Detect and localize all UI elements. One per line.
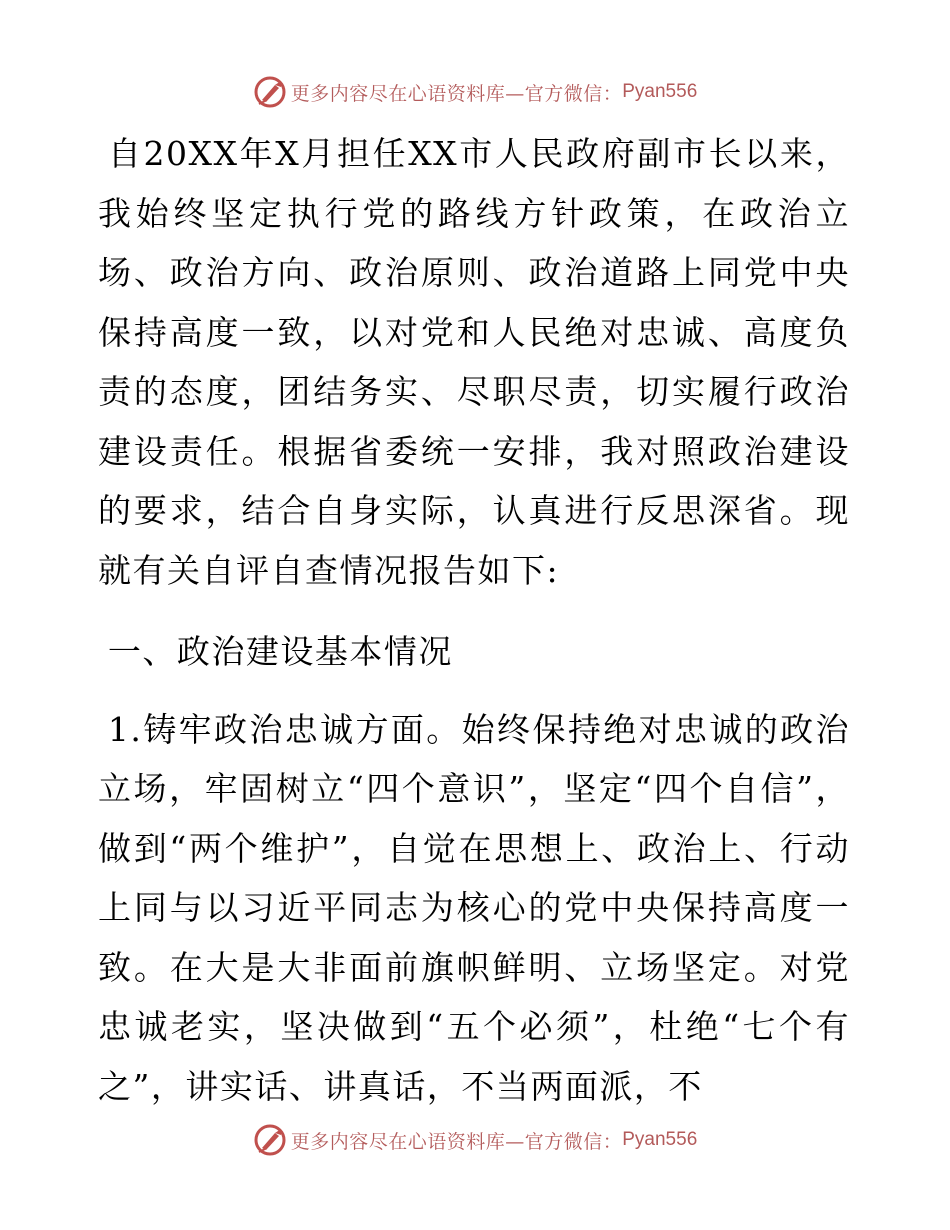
header-watermark-text: 更多内容尽在心语资料库—官方微信：: [290, 82, 623, 105]
pen-nib-logo-icon: [253, 1123, 287, 1157]
footer-watermark-text: 更多内容尽在心语资料库—官方微信：: [290, 1130, 623, 1153]
header-watermark: [0, 72, 950, 112]
header-watermark-contact: Pyan556: [622, 81, 698, 102]
footer-watermark: [0, 1120, 950, 1160]
section-heading: 一、政治建设基本情况: [107, 632, 453, 671]
footer-watermark-contact: Pyan556: [622, 1129, 698, 1150]
document-body: [98, 124, 850, 1116]
pen-nib-logo-icon: [253, 75, 287, 109]
item-1-paragraph: 1.铸牢政治忠诚方面。始终保持绝对忠诚的政治立场，牢固树立“四个意识”，坚定“四个自信”，做到“两个维护”，自觉在思想上、政治上、行动上同与以习近平同志为核心的党中央保持高度一致。在大是大非面前旗帜鲜明、立场坚定。对党忠诚老实，坚决做到“五个必须”，杜绝“七个有之”，讲实话、讲真话，不当两面派，不: [98, 709, 850, 1106]
intro-paragraph: 自20XX年X月担任XX市人民政府副市长以来，我始终坚定执行党的路线方针政策，在政治立场、政治方向、政治原则、政治道路上同党中央保持高度一致，以对党和人民绝对忠诚、高度负责的态度，团结务实、尽职尽责，切实履行政治建设责任。根据省委统一安排，我对照政治建设的要求，结合自身实际，认真进行反思深省。现就有关自评自查情况报告如下:: [98, 134, 850, 590]
